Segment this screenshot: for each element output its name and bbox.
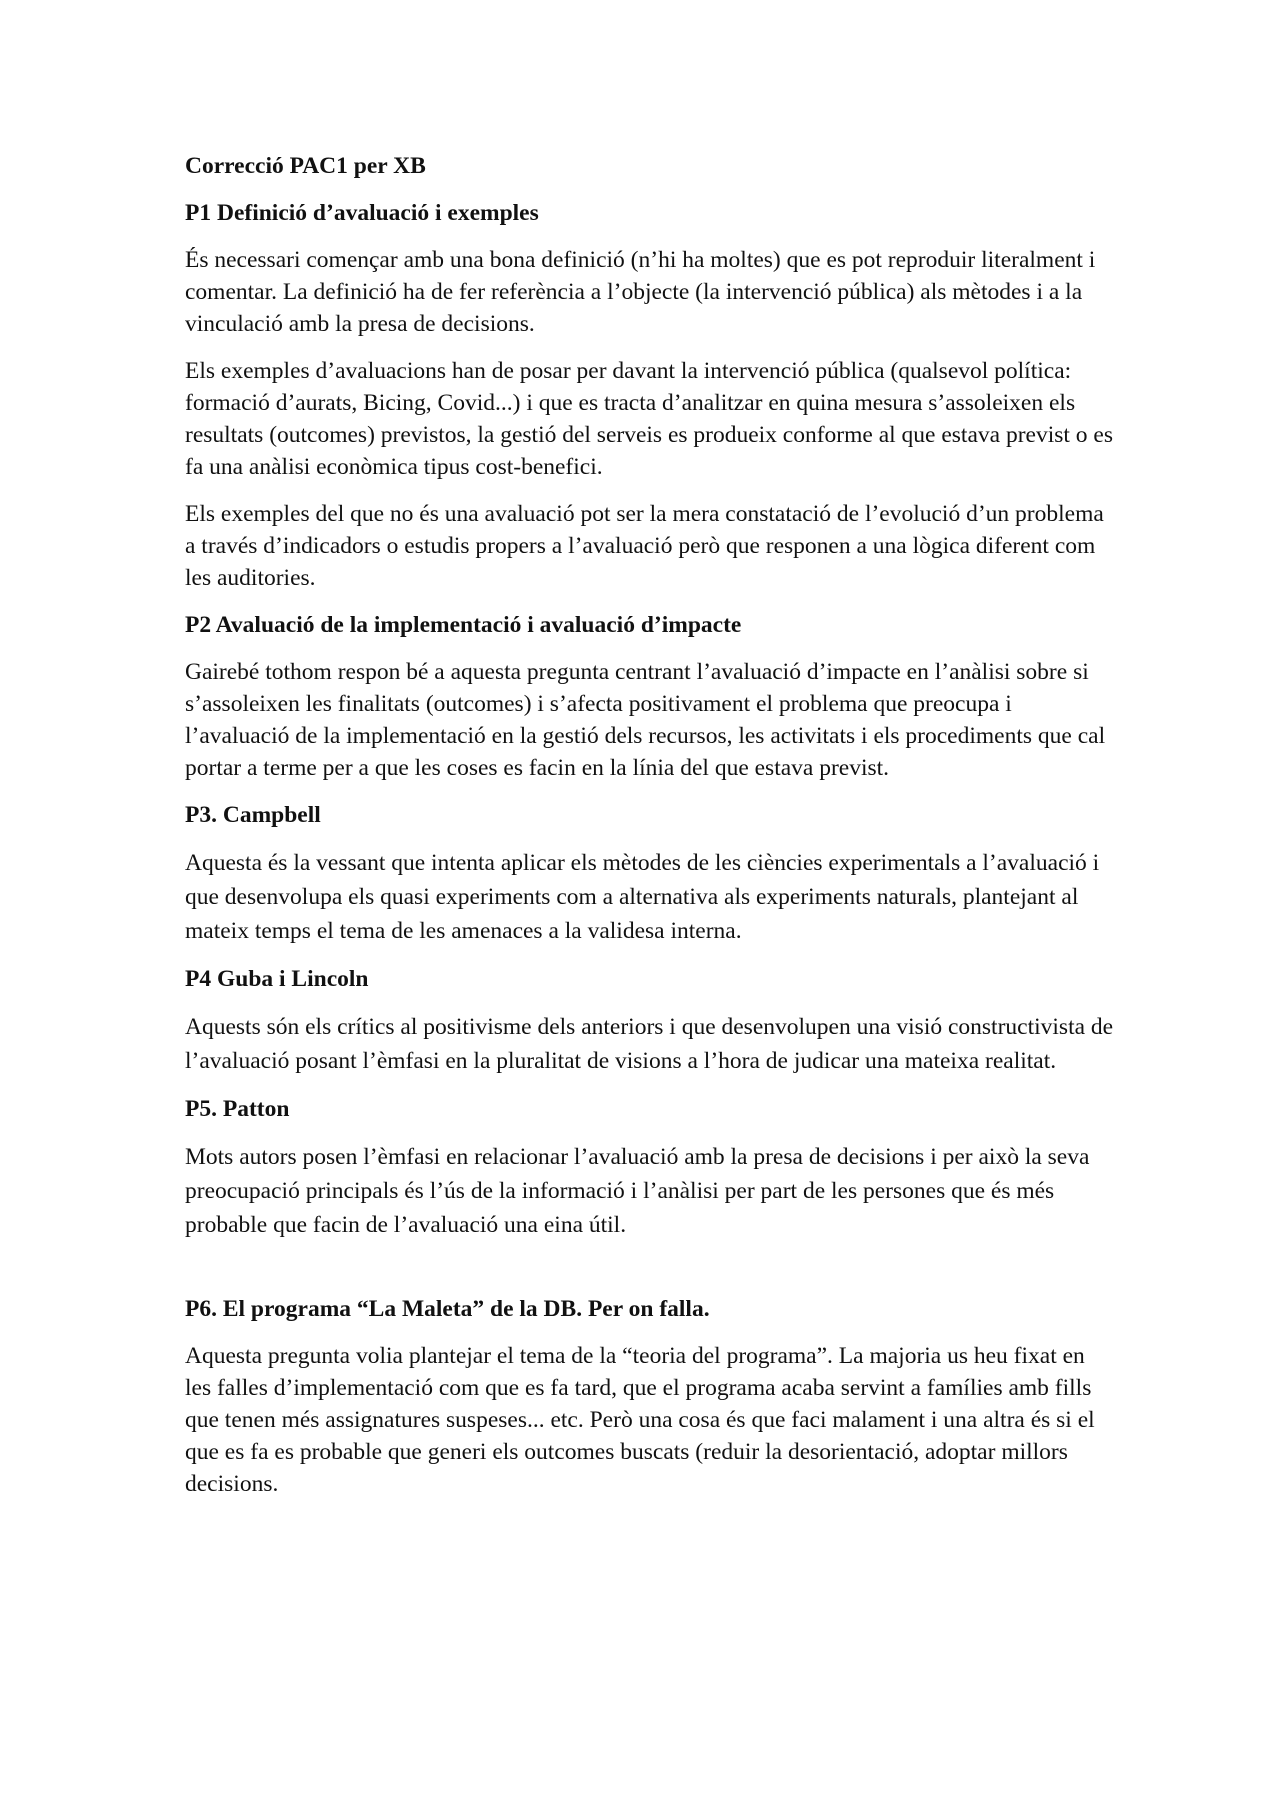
section-p4-paragraph-1: Aquests són els crítics al positivisme dels anteriors i que desenvolupen una visió constructivista de l’avaluació posant l’èmfasi en la pluralitat de visions a l’hora de judicar una mateixa realitat. [185, 1014, 1114, 1074]
section-p3-paragraph-1: Aquesta és la vessant que intenta aplicar els mètodes de les ciències experimentals a l’avaluació i que desenvolupa els quasi experiments com a alternativa als experiments naturals, plantejant al mateix temps el tema de les amenaces a la validesa interna. [185, 850, 1100, 944]
section-heading-p2: P2 Avaluació de la implementació i avaluació d’impacte [185, 612, 742, 638]
document-page [185, 150, 1115, 1515]
section-p1-paragraph-1: És necessari començar amb una bona definició (n’hi ha moltes) que es pot reproduir literalment i comentar. La definició ha de fer referència a l’objecte (la intervenció pública) als mètodes i a la vinculació amb la presa de decisions. [185, 247, 1096, 337]
document-title: Correcció PAC1 per XB [185, 153, 426, 179]
section-p1-paragraph-2: Els exemples d’avaluacions han de posar per davant la intervenció pública (qualsevol política: formació d’aurats, Bicing, Covid...) i que es tracta d’analitzar en quina mesura s’assoleixen els resultats (outcomes) previstos, la gestió del serveis es produeix conforme al que estava previst o es fa una anàlisi econòmica tipus cost-benefici. [185, 358, 1113, 480]
section-heading-p5: P5. Patton [185, 1096, 290, 1122]
section-p5-paragraph-1: Mots autors posen l’èmfasi en relacionar l’avaluació amb la presa de decisions i per això la seva preocupació principals és l’ús de la informació i l’anàlisi per part de les persones que és més probable que facin de l’avaluació una eina útil. [185, 1144, 1090, 1238]
section-heading-p6: P6. El programa “La Maleta” de la DB. Per on falla. [185, 1296, 710, 1322]
section-spacer [185, 1257, 1115, 1293]
section-heading-p3: P3. Campbell [185, 802, 321, 828]
section-p2-paragraph-1: Gairebé tothom respon bé a aquesta pregunta centrant l’avaluació d’impacte en l’anàlisi sobre si s’assoleixen les finalitats (outcomes) i s’afecta positivament el problema que preocupa i l’avaluació de la implementació en la gestió dels recursos, les activitats i els procediments que cal portar a terme per a que les coses es facin en la línia del que estava previst. [185, 659, 1106, 781]
section-heading-p4: P4 Guba i Lincoln [185, 966, 369, 992]
section-p1-paragraph-3: Els exemples del que no és una avaluació pot ser la mera constatació de l’evolució d’un problema a través d’indicadors o estudis propers a l’avaluació però que responen a una lògica diferent com les auditories. [185, 501, 1104, 591]
section-p6-paragraph-1: Aquesta pregunta volia plantejar el tema de la “teoria del programa”. La majoria us heu fixat en les falles d’implementació com que es fa tard, que el programa acaba servint a famílies amb fills que tenen més assignatures suspeses... etc. Però una cosa és que faci malament i una altra és si el que es fa es probable que generi els outcomes buscats (reduir la desorientació, adoptar millors decisions. [185, 1343, 1095, 1497]
section-heading-p1: P1 Definició d’avaluació i exemples [185, 200, 539, 226]
